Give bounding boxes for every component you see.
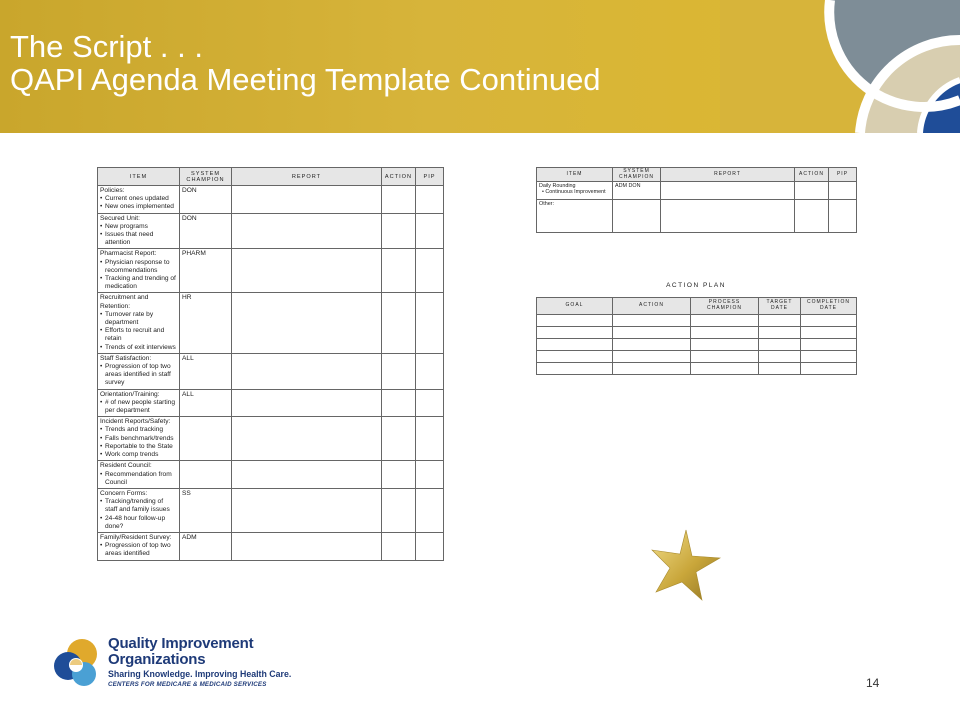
- qio-logo: [52, 635, 292, 696]
- process-champion-cell[interactable]: [691, 363, 759, 375]
- item-title: Pharmacist Report:: [100, 250, 157, 258]
- action-cell[interactable]: [382, 353, 416, 389]
- col-header-pip: PIP: [416, 168, 444, 186]
- target-date-cell[interactable]: [759, 363, 801, 375]
- champion-cell: ADM: [180, 532, 232, 560]
- action-cell[interactable]: [382, 186, 416, 214]
- item-cell: [98, 417, 180, 461]
- table-row: [537, 200, 857, 233]
- champion-cell: ALL: [180, 353, 232, 389]
- report-cell[interactable]: [232, 353, 382, 389]
- item-bullet: • Turnover rate by department: [100, 311, 177, 327]
- action-cell[interactable]: [795, 182, 829, 200]
- champion-cell: ADM DON: [613, 182, 661, 200]
- table-row: [537, 327, 857, 339]
- col-header-pip: PIP: [829, 168, 857, 182]
- pip-cell[interactable]: [416, 488, 444, 532]
- pip-cell[interactable]: [416, 186, 444, 214]
- champion-cell: HR: [180, 293, 232, 353]
- report-cell[interactable]: [232, 293, 382, 353]
- completion-date-cell[interactable]: [801, 315, 857, 327]
- table-row: [98, 389, 444, 417]
- item-cell: [98, 293, 180, 353]
- col-header-goal: GOAL: [537, 298, 613, 315]
- target-date-cell[interactable]: [759, 315, 801, 327]
- target-date-cell[interactable]: [759, 339, 801, 351]
- pip-cell[interactable]: [416, 389, 444, 417]
- action-cell[interactable]: [795, 200, 829, 233]
- pip-cell[interactable]: [416, 353, 444, 389]
- process-champion-cell[interactable]: [691, 327, 759, 339]
- item-bullet: • Continuous Improvement: [539, 189, 610, 195]
- agenda-table: [97, 167, 444, 561]
- action-plan-table: [536, 297, 857, 375]
- agenda-header-row: [98, 168, 444, 186]
- item-bullet: • Falls benchmark/trends: [100, 435, 177, 443]
- report-cell[interactable]: [661, 182, 795, 200]
- header-banner: [0, 0, 960, 133]
- item-cell: [537, 182, 613, 200]
- report-cell[interactable]: [232, 389, 382, 417]
- item-bullet: • Issues that need attention: [100, 231, 177, 247]
- report-cell[interactable]: [232, 532, 382, 560]
- champion-cell: SS: [180, 488, 232, 532]
- table-row: [537, 351, 857, 363]
- report-cell[interactable]: [232, 461, 382, 489]
- pip-cell[interactable]: [829, 200, 857, 233]
- item-cell: [98, 186, 180, 214]
- table-row: [98, 532, 444, 560]
- page-number: 14: [866, 676, 880, 690]
- table-row: [537, 315, 857, 327]
- item-title: Other:: [539, 201, 554, 207]
- completion-date-cell[interactable]: [801, 339, 857, 351]
- action-cell[interactable]: [382, 417, 416, 461]
- item-cell: [98, 389, 180, 417]
- col-header-action: ACTION: [382, 168, 416, 186]
- table-row: [537, 182, 857, 200]
- pip-cell[interactable]: [416, 293, 444, 353]
- process-champion-cell[interactable]: [691, 351, 759, 363]
- item-bullet: • Progression of top two areas identified in staff survey: [100, 363, 177, 388]
- pip-cell[interactable]: [416, 417, 444, 461]
- action-cell[interactable]: [613, 351, 691, 363]
- col-header-action: ACTION: [613, 298, 691, 315]
- item-title: Policies:: [100, 187, 125, 194]
- action-cell[interactable]: [382, 389, 416, 417]
- action-cell[interactable]: [613, 327, 691, 339]
- item-bullet: • Recommendation from Council: [100, 471, 177, 487]
- item-bullet: • Trends and tracking: [100, 426, 177, 434]
- item-bullet: • New ones implemented: [100, 203, 177, 211]
- item-bullet: • Reportable to the State: [100, 443, 177, 451]
- table-row: [537, 363, 857, 375]
- pip-cell[interactable]: [416, 249, 444, 293]
- qio-logo-text: [108, 636, 291, 689]
- item-cell: [98, 213, 180, 249]
- action-cell[interactable]: [613, 315, 691, 327]
- table-row: [98, 417, 444, 461]
- champion-cell: [180, 417, 232, 461]
- goal-cell[interactable]: [537, 363, 613, 375]
- champion-cell: ALL: [180, 389, 232, 417]
- item-title: Secured Unit:: [100, 214, 140, 222]
- report-cell[interactable]: [232, 417, 382, 461]
- item-title: Resident Council:: [100, 462, 152, 470]
- champion-cell: DON: [180, 186, 232, 214]
- report-cell[interactable]: [232, 213, 382, 249]
- table-row: [98, 353, 444, 389]
- table-row: [98, 249, 444, 293]
- logo-cms-line: CENTERS FOR MEDICARE & MEDICAID SERVICES: [108, 681, 267, 688]
- item-bullet: • Trends of exit interviews: [100, 344, 177, 352]
- action-cell[interactable]: [382, 461, 416, 489]
- champion-cell: [180, 461, 232, 489]
- logo-tagline: Sharing Knowledge. Improving Health Care.: [108, 669, 292, 679]
- item-title: Recruitment and Retention:: [100, 294, 149, 310]
- item-bullet: • Tracking/trending of staff and family issues: [100, 498, 177, 514]
- col-header-system-champion: SYSTEM CHAMPION: [613, 168, 661, 182]
- action-cell[interactable]: [382, 213, 416, 249]
- action-cell[interactable]: [613, 339, 691, 351]
- target-date-cell[interactable]: [759, 327, 801, 339]
- champion-cell: [613, 200, 661, 233]
- action-plan-title: ACTION PLAN: [666, 282, 726, 289]
- goal-cell[interactable]: [537, 315, 613, 327]
- pip-cell[interactable]: [416, 213, 444, 249]
- action-cell[interactable]: [382, 488, 416, 532]
- col-header-process-champion: PROCESS CHAMPION: [691, 298, 759, 315]
- pip-cell[interactable]: [416, 461, 444, 489]
- col-header-report: REPORT: [232, 168, 382, 186]
- col-header-action: ACTION: [795, 168, 829, 182]
- item-bullet: • Progression of top two areas identified: [100, 542, 177, 558]
- logo-line1: Quality Improvement: [108, 635, 254, 652]
- item-bullet: • 24-48 hour follow-up done?: [100, 515, 177, 531]
- item-bullet: • # of new people starting per department: [100, 399, 177, 415]
- action-cell[interactable]: [382, 293, 416, 353]
- champion-cell: PHARM: [180, 249, 232, 293]
- slide-title: [10, 30, 601, 96]
- item-title: Staff Satisfaction:: [100, 354, 152, 362]
- completion-date-cell[interactable]: [801, 327, 857, 339]
- agenda-continuation-table: [536, 167, 857, 233]
- col-header-target-date: TARGET DATE: [759, 298, 801, 315]
- item-title: Incident Reports/Safety:: [100, 418, 171, 426]
- item-cell: [98, 461, 180, 489]
- action-cell[interactable]: [382, 249, 416, 293]
- goal-cell[interactable]: [537, 351, 613, 363]
- table-row: [98, 461, 444, 489]
- action-cell[interactable]: [382, 532, 416, 560]
- report-cell[interactable]: [232, 249, 382, 293]
- item-bullet: • New programs: [100, 223, 177, 231]
- table-row: [98, 488, 444, 532]
- table-row: [98, 186, 444, 214]
- completion-date-cell[interactable]: [801, 351, 857, 363]
- item-title: Daily Rounding: [539, 183, 576, 189]
- item-cell: [537, 200, 613, 233]
- qio-logo-mark-icon: [52, 636, 104, 692]
- col-header-completion-date: COMPLETION DATE: [801, 298, 857, 315]
- report-cell[interactable]: [232, 488, 382, 532]
- process-champion-cell[interactable]: [691, 315, 759, 327]
- item-bullet: • Efforts to recruit and retain: [100, 327, 177, 343]
- process-champion-cell[interactable]: [691, 339, 759, 351]
- item-title: Orientation/Training:: [100, 390, 160, 398]
- table-row: [98, 213, 444, 249]
- item-cell: [98, 353, 180, 389]
- item-title: Family/Resident Survey:: [100, 533, 172, 541]
- decorative-arcs-graphic: [720, 0, 960, 133]
- report-cell[interactable]: [232, 186, 382, 214]
- slide-title-line1: The Script . . .: [10, 29, 203, 64]
- logo-line2: Organizations: [108, 651, 206, 668]
- pip-cell[interactable]: [829, 182, 857, 200]
- goal-cell[interactable]: [537, 327, 613, 339]
- item-bullet: • Current ones updated: [100, 195, 177, 203]
- table-row: [537, 339, 857, 351]
- col-header-item: ITEM: [537, 168, 613, 182]
- continuation-header-row: [537, 168, 857, 182]
- slide-title-line2: QAPI Agenda Meeting Template Continued: [10, 62, 601, 97]
- completion-date-cell[interactable]: [801, 363, 857, 375]
- target-date-cell[interactable]: [759, 351, 801, 363]
- pip-cell[interactable]: [416, 532, 444, 560]
- gold-star-icon: [644, 526, 724, 606]
- item-bullet: • Physician response to recommendations: [100, 259, 177, 275]
- item-title: Concern Forms:: [100, 489, 148, 497]
- champion-cell: DON: [180, 213, 232, 249]
- col-header-system-champion: SYSTEM CHAMPION: [180, 168, 232, 186]
- col-header-report: REPORT: [661, 168, 795, 182]
- item-cell: [98, 488, 180, 532]
- item-bullet: • Tracking and trending of medication: [100, 275, 177, 291]
- item-bullet: • Work comp trends: [100, 451, 177, 459]
- report-cell[interactable]: [661, 200, 795, 233]
- table-row: [98, 293, 444, 353]
- action-cell[interactable]: [613, 363, 691, 375]
- item-cell: [98, 249, 180, 293]
- item-cell: [98, 532, 180, 560]
- goal-cell[interactable]: [537, 339, 613, 351]
- col-header-item: ITEM: [98, 168, 180, 186]
- action-plan-header-row: [537, 298, 857, 315]
